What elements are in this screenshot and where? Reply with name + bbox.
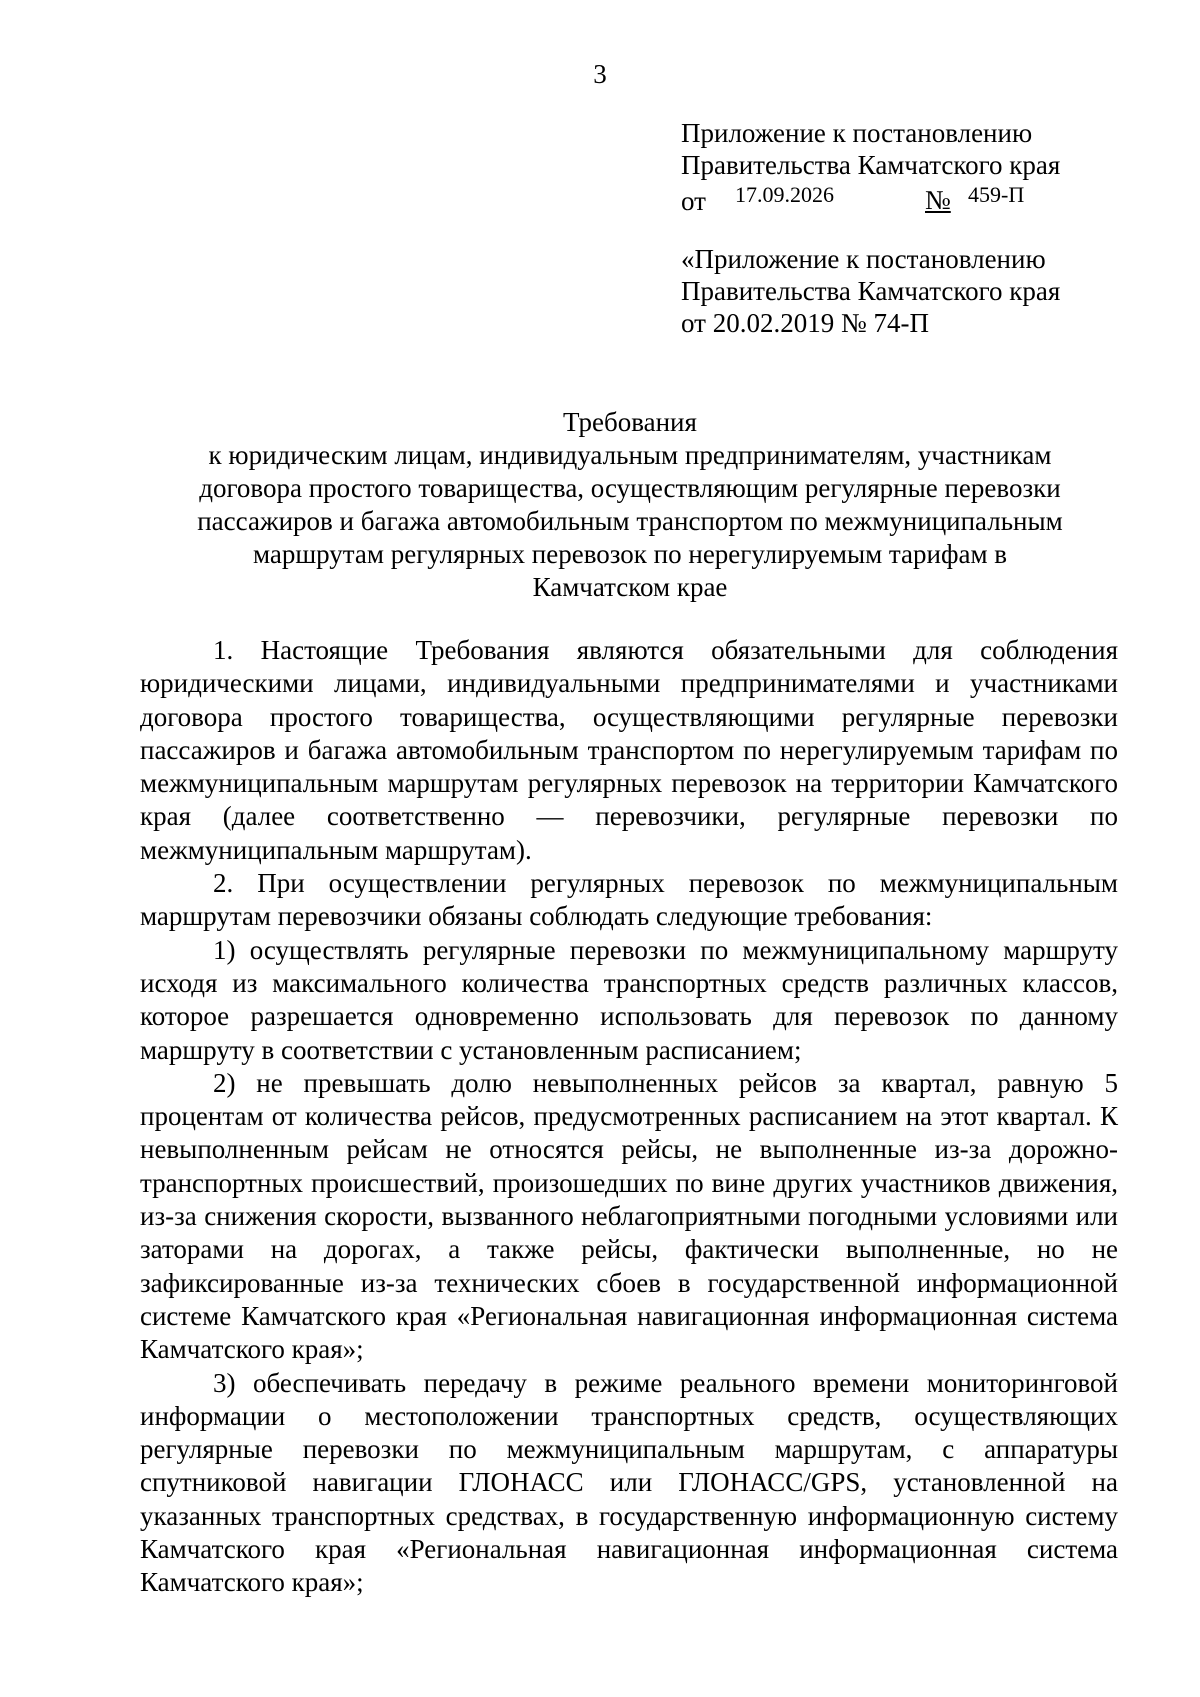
resolution-date: 17.09.2026	[735, 182, 834, 207]
subparagraph-2: 2) не превышать долю невыполненных рейсов за квартал, равную 5 процентам от количества рейсов, предусмотренных расписанием на этот квартал. К невыполненным рейсам не относятся рейсы, не выполненные из-за дорожно-транспортных происшествий, произошедших по вине других участников движения, из-за снижения скорости, вызванного неблагоприятными погодными условиями или заторами на дорогах, а также рейсы, фактически выполненные, но не зафиксированные из-за технических сбоев в государственной информационной системе Камчатского края «Региональная навигационная информационная система Камчатского края»;	[140, 1067, 1118, 1365]
heading-line: маршрутам регулярных перевозок по нерегулируемым тарифам в	[252, 539, 1008, 569]
appendix-previous-line-2: Правительства Камчатского края	[681, 276, 1061, 306]
heading-line: Камчатском крае	[532, 572, 728, 602]
appendix-current-reference	[681, 117, 1061, 216]
heading-title: Требования	[563, 407, 697, 437]
appendix-previous-reference	[681, 243, 1060, 339]
appendix-current-date-line	[681, 181, 1060, 216]
heading-line: договора простого товарищества, осуществляющим регулярные перевозки	[199, 473, 1061, 503]
appendix-current-line-1: Приложение к постановлению	[681, 118, 1033, 148]
subparagraph-1: 1) осуществлять регулярные перевозки по межмуниципальному маршруту исходя из максимального количества транспортных средств различных классов, которое разрешается одновременно использовать для перевозок по данному маршруту в соответствии с установленным расписанием;	[140, 934, 1118, 1065]
heading-line: пассажиров и багажа автомобильным транспортом по межмуниципальным	[197, 506, 1063, 536]
appendix-previous-line-1: «Приложение к постановлению	[681, 244, 1046, 274]
appendix-previous-line-3: от 20.02.2019 № 74-П	[681, 308, 929, 338]
heading-line: к юридическим лицам, индивидуальным предпринимателям, участникам	[208, 440, 1052, 470]
subparagraph-3: 3) обеспечивать передачу в режиме реального времени мониторинговой информации о местоположении транспортных средств, осуществляющих регулярные перевозки по межмуниципальным маршрутам, с аппаратуры спутниковой навигации ГЛОНАСС или ГЛОНАСС/GPS, установленной на указанных транспортных средствах, в государственную информационную систему Камчатского края «Региональная навигационная информационная система Камчатского края»;	[140, 1367, 1118, 1598]
resolution-number: 459-П	[968, 182, 1025, 207]
document-heading	[140, 406, 1120, 604]
date-prefix: от	[681, 186, 706, 216]
document-body	[140, 634, 1118, 1600]
page-number: 3	[593, 59, 607, 89]
paragraph-1: 1. Настоящие Требования являются обязательными для соблюдения юридическими лицами, индивидуальными предпринимателями и участниками договора простого товарищества, осуществляющими регулярные перевозки пассажиров и багажа автомобильным транспортом по нерегулируемым тарифам по межмуниципальным маршрутам регулярных перевозок на территории Камчатского края (далее соответственно — перевозчики, регулярные перевозки по межмуниципальным маршрутам).	[140, 635, 1118, 865]
number-sign: №	[925, 185, 951, 215]
appendix-current-line-2: Правительства Камчатского края	[681, 150, 1061, 180]
paragraph-2: 2. При осуществлении регулярных перевозок по межмуниципальным маршрутам перевозчики обязаны соблюдать следующие требования:	[140, 868, 1118, 932]
